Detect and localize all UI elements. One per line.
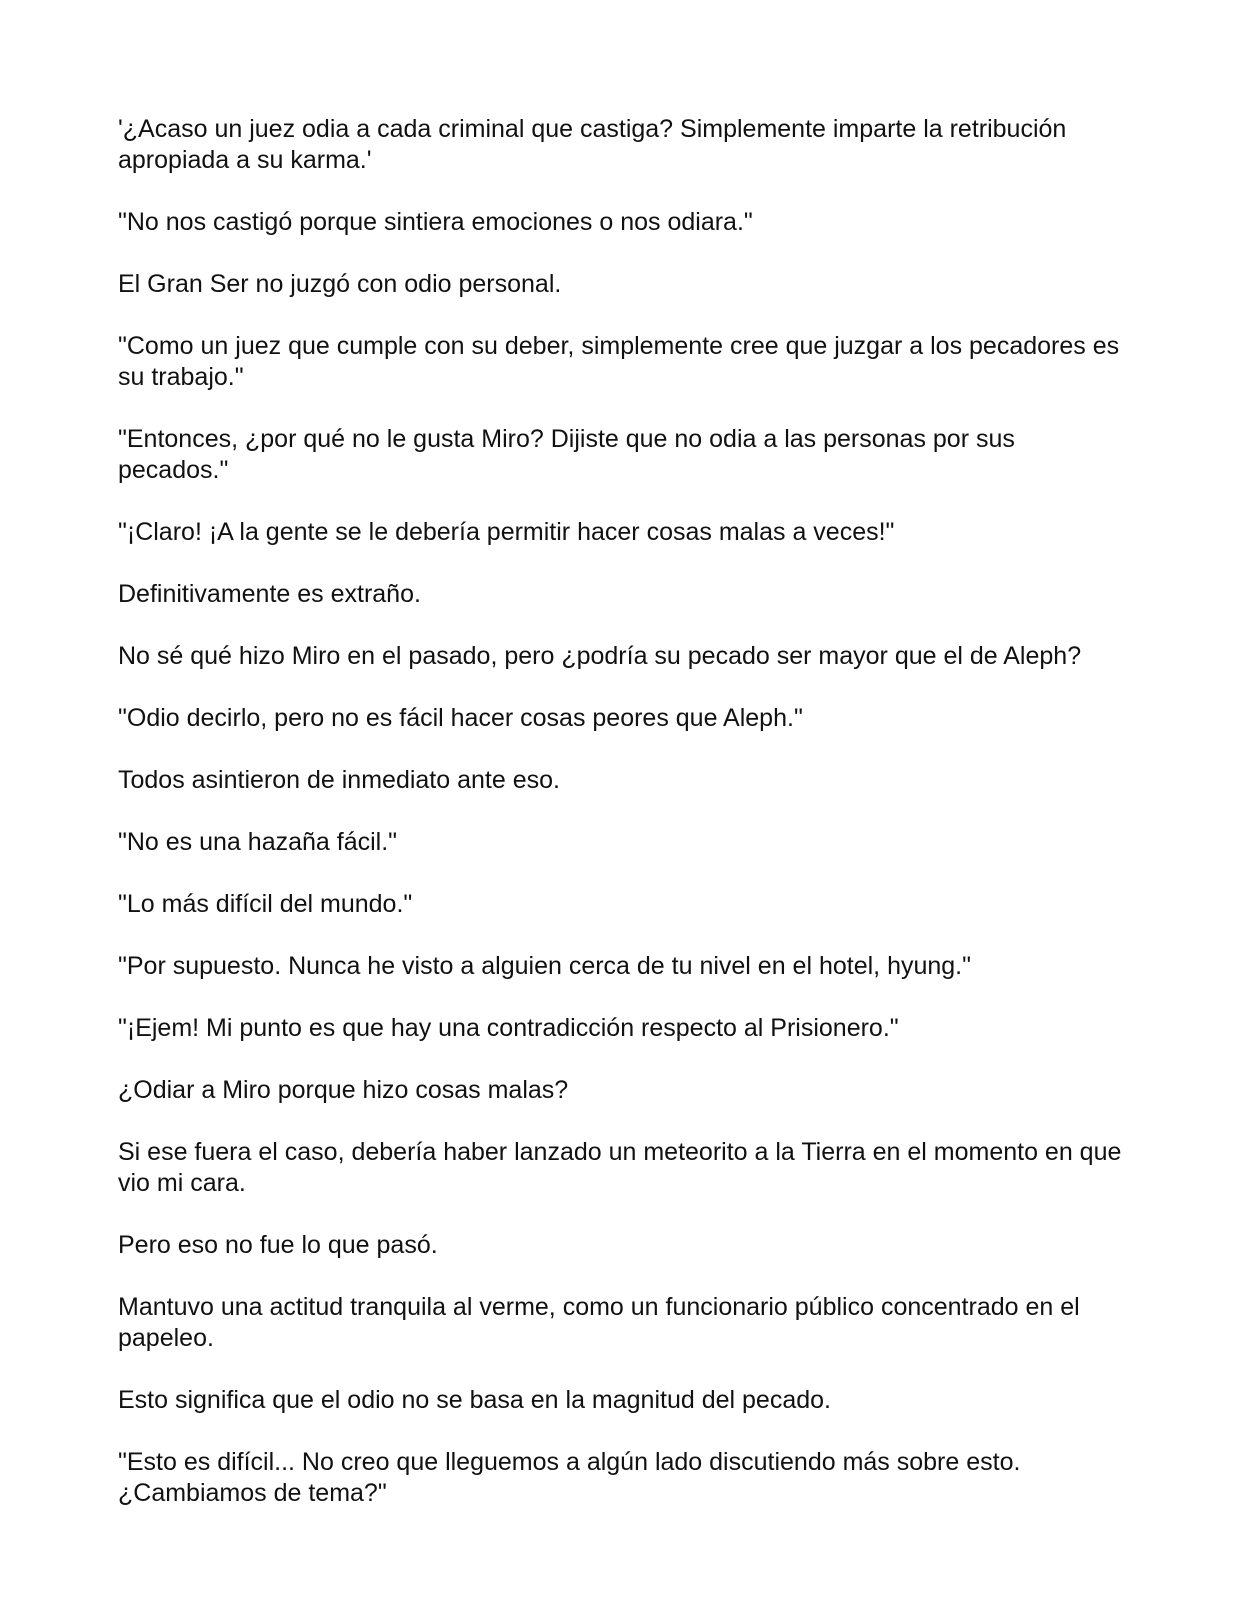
- paragraph: '¿Acaso un juez odia a cada criminal que castiga? Simplemente imparte la retribución apropiada a su karma.': [118, 115, 1067, 174]
- paragraph: Pero eso no fue lo que pasó.: [118, 1231, 438, 1259]
- paragraph: Todos asintieron de inmediato ante eso.: [118, 766, 560, 794]
- paragraph: "¡Ejem! Mi punto es que hay una contradicción respecto al Prisionero.": [118, 1014, 899, 1042]
- paragraph: Definitivamente es extraño.: [118, 580, 421, 608]
- paragraph: El Gran Ser no juzgó con odio personal.: [118, 270, 562, 298]
- paragraph: No sé qué hizo Miro en el pasado, pero ¿podría su pecado ser mayor que el de Aleph?: [118, 642, 1082, 670]
- paragraph: "Como un juez que cumple con su deber, simplemente cree que juzgar a los pecadores es su trabajo.": [118, 332, 1120, 391]
- paragraph: Esto significa que el odio no se basa en la magnitud del pecado.: [118, 1386, 831, 1414]
- paragraph: "Entonces, ¿por qué no le gusta Miro? Dijiste que no odia a las personas por sus pecados.": [118, 425, 1015, 484]
- paragraph: Si ese fuera el caso, debería haber lanzado un meteorito a la Tierra en el momento en que vio mi cara.: [118, 1138, 1122, 1197]
- paragraph: "Por supuesto. Nunca he visto a alguien cerca de tu nivel en el hotel, hyung.": [118, 952, 972, 980]
- paragraph: "Odio decirlo, pero no es fácil hacer cosas peores que Aleph.": [118, 704, 803, 732]
- paragraph: "No es una hazaña fácil.": [118, 828, 398, 856]
- paragraph: Mantuvo una actitud tranquila al verme, como un funcionario público concentrado en el papeleo.: [118, 1293, 1080, 1352]
- document-text-body: [118, 114, 1128, 1540]
- paragraph: ¿Odiar a Miro porque hizo cosas malas?: [118, 1076, 569, 1104]
- paragraph: "Lo más difícil del mundo.": [118, 890, 413, 918]
- paragraph: "No nos castigó porque sintiera emociones o nos odiara.": [118, 208, 753, 236]
- paragraph: "¡Claro! ¡A la gente se le debería permitir hacer cosas malas a veces!": [118, 518, 895, 546]
- paragraph: "Esto es difícil... No creo que lleguemos a algún lado discutiendo más sobre esto. ¿Cambiamos de tema?": [118, 1448, 1021, 1507]
